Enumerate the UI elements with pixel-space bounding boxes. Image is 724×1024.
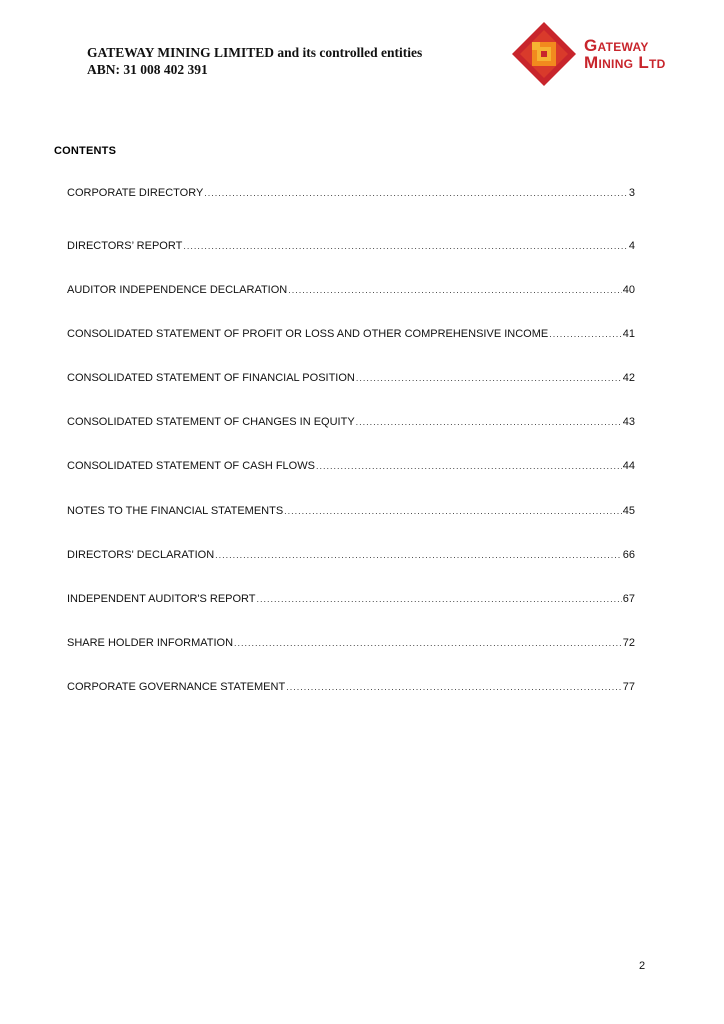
toc-entry-page: 42 xyxy=(622,372,635,384)
toc-entry-title: AUDITOR INDEPENDENCE DECLARATION xyxy=(67,284,288,296)
toc-entry-page: 66 xyxy=(622,549,635,561)
contents-heading: CONTENTS xyxy=(54,145,117,157)
logo-word-mining: Mining Ltd xyxy=(584,53,666,72)
toc-dot-leader xyxy=(204,186,628,200)
toc-entry-title: CORPORATE GOVERNANCE STATEMENT xyxy=(67,681,286,693)
toc-entry[interactable] xyxy=(67,459,635,473)
toc-entry-page: 67 xyxy=(622,593,635,605)
logo-word-gateway: Gateway xyxy=(584,36,649,55)
logo-diamond-icon xyxy=(512,22,576,86)
toc-entry-page: 72 xyxy=(622,637,635,649)
toc-dot-leader xyxy=(549,327,622,341)
toc-entry-page: 44 xyxy=(622,460,635,472)
toc-entry-page: 4 xyxy=(628,240,635,252)
abn-line: ABN: 31 008 402 391 xyxy=(87,62,208,77)
toc-entry[interactable] xyxy=(67,636,635,650)
toc-entry-page: 45 xyxy=(622,505,635,517)
toc-dot-leader xyxy=(257,592,622,606)
toc-entry-title: NOTES TO THE FINANCIAL STATEMENTS xyxy=(67,505,284,517)
toc-dot-leader xyxy=(234,636,622,650)
toc-entry[interactable] xyxy=(67,327,635,341)
toc-entry-page: 77 xyxy=(622,681,635,693)
toc-dot-leader xyxy=(316,459,622,473)
toc-dot-leader xyxy=(356,371,622,385)
toc-entry-title: CONSOLIDATED STATEMENT OF PROFIT OR LOSS AND OTHER COMPREHENSIVE INCOME xyxy=(67,328,549,340)
toc-entry[interactable] xyxy=(67,680,635,694)
toc-dot-leader xyxy=(288,283,622,297)
toc-entry-title: DIRECTORS' DECLARATION xyxy=(67,549,215,561)
toc-dot-leader xyxy=(215,548,622,562)
toc-entry[interactable] xyxy=(67,415,635,429)
toc-entry-title: CONSOLIDATED STATEMENT OF FINANCIAL POSITION xyxy=(67,372,355,384)
toc-entry-page: 3 xyxy=(628,187,635,199)
company-logo xyxy=(512,22,682,86)
toc-entry-title: CORPORATE DIRECTORY xyxy=(67,187,204,199)
toc-entry[interactable] xyxy=(67,239,635,253)
toc-entry-title: SHARE HOLDER INFORMATION xyxy=(67,637,234,649)
toc-entry[interactable] xyxy=(67,504,635,518)
company-name-line: GATEWAY MINING LIMITED and its controlled entities xyxy=(87,45,423,60)
toc-entry[interactable] xyxy=(67,548,635,562)
toc-entry-title: DIRECTORS’ REPORT xyxy=(67,240,183,252)
toc-entry-page: 41 xyxy=(622,328,635,340)
toc-entry-page: 43 xyxy=(622,416,635,428)
toc-entry-page: 40 xyxy=(622,284,635,296)
toc-dot-leader xyxy=(183,239,628,253)
toc-dot-leader xyxy=(356,415,622,429)
document-header xyxy=(87,44,422,78)
toc-entry[interactable] xyxy=(67,186,635,200)
page-number: 2 xyxy=(639,960,646,972)
toc-entry-title: INDEPENDENT AUDITOR'S REPORT xyxy=(67,593,256,605)
toc-entry-title: CONSOLIDATED STATEMENT OF CASH FLOWS xyxy=(67,460,315,472)
toc-entry[interactable] xyxy=(67,283,635,297)
toc-entry[interactable] xyxy=(67,592,635,606)
toc-dot-leader xyxy=(286,680,622,694)
toc-entry-title: CONSOLIDATED STATEMENT OF CHANGES IN EQUITY xyxy=(67,416,355,428)
toc-entry[interactable] xyxy=(67,371,635,385)
toc-dot-leader xyxy=(284,504,622,518)
